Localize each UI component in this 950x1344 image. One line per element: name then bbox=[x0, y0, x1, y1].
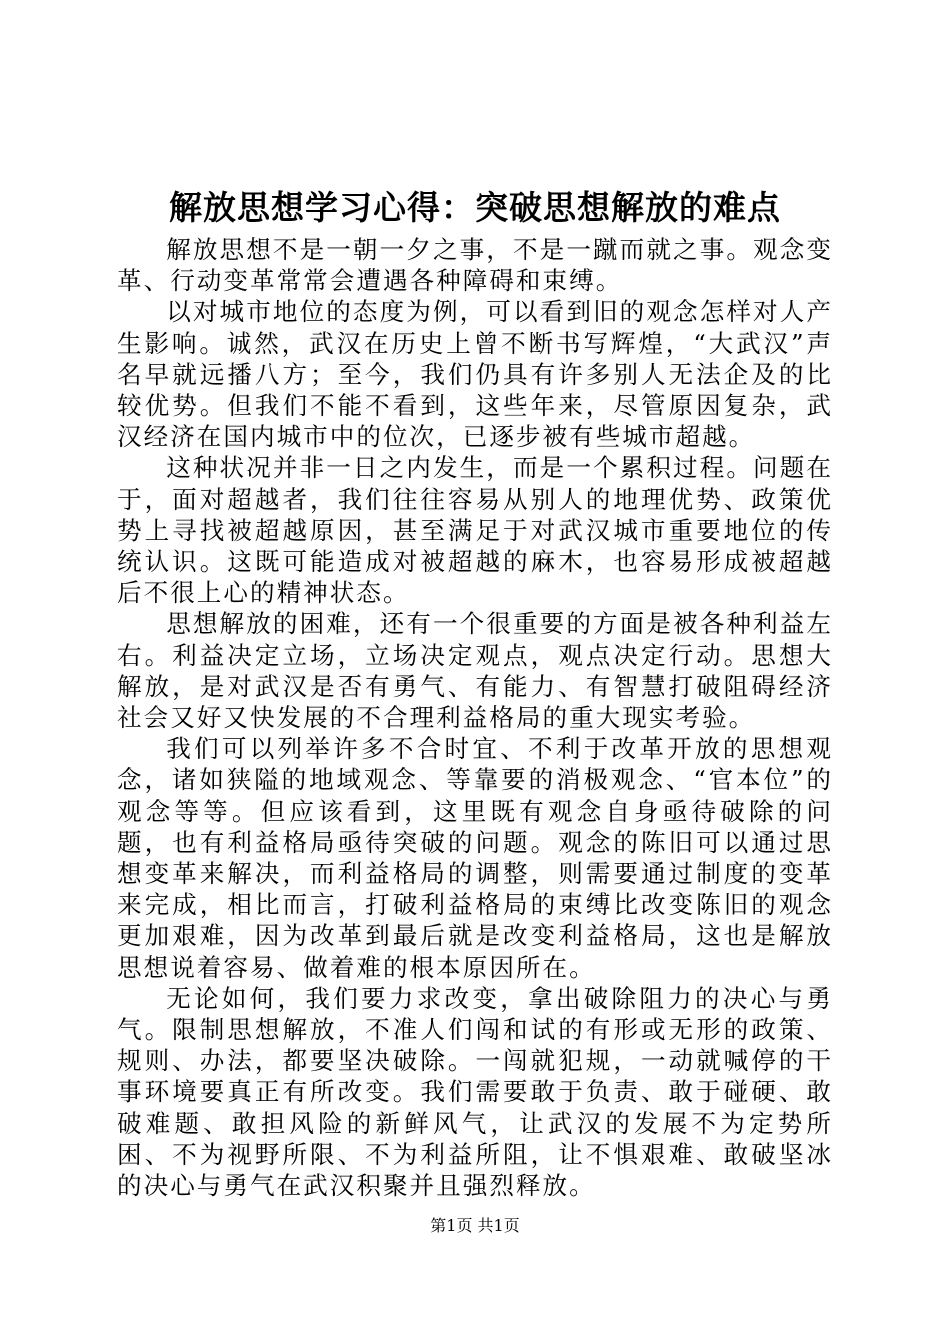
paragraph-6: 无论如何，我们要力求改变，拿出破除阻力的决心与勇气。限制思想解放，不准人们闯和试的有形或无形的政策、规则、办法，都要坚决破除。一闯就犯规，一动就喊停的干事环境要真正有所改变。我们需要敢于负责、敢于碰硬、敢破难题、敢担风险的新鲜风气，让武汉的发展不为定势所困、不为视野所限、不为利益所阻，让不惧艰难、敢破坚冰的决心与勇气在武汉积聚并且强烈释放。 bbox=[117, 983, 833, 1201]
document-title: 解放思想学习心得：突破思想解放的难点 bbox=[169, 188, 781, 227]
paragraph-2: 以对城市地位的态度为例，可以看到旧的观念怎样对人产生影响。诚然，武汉在历史上曾不断书写辉煌，“大武汉”声名早就远播八方；至今，我们仍具有许多别人无法企及的比较优势。但我们不能不看到，这些年来，尽管原因复杂，武汉经济在国内城市中的位次，已逐步被有些城市超越。 bbox=[117, 297, 833, 452]
paragraph-1: 解放思想不是一朝一夕之事，不是一蹴而就之事。观念变革、行动变革常常会遭遇各种障碍和束缚。 bbox=[117, 235, 833, 296]
paragraph-5: 我们可以列举许多不合时宜、不利于改革开放的思想观念，诸如狭隘的地域观念、等靠要的消极观念、“官本位”的观念等等。但应该看到，这里既有观念自身亟待破除的问题，也有利益格局亟待突破的问题。观念的陈旧可以通过思想变革来解决，而利益格局的调整，则需要通过制度的变革来完成，相比而言，打破利益格局的束缚比改变陈旧的观念更加艰难，因为改革到最后就是改变利益格局，这也是解放思想说着容易、做着难的根本原因所在。 bbox=[117, 734, 833, 982]
document-body bbox=[117, 234, 833, 1201]
page-footer: 第1页 共1页 bbox=[430, 1216, 520, 1235]
paragraph-4: 思想解放的困难，还有一个很重要的方面是被各种利益左右。利益决定立场，立场决定观点，观点决定行动。思想大解放，是对武汉是否有勇气、有能力、有智慧打破阻碍经济社会又好又快发展的不合理利益格局的重大现实考验。 bbox=[117, 609, 833, 733]
paragraph-3: 这种状况并非一日之内发生，而是一个累积过程。问题在于，面对超越者，我们往往容易从别人的地理优势、政策优势上寻找被超越原因，甚至满足于对武汉城市重要地位的传统认识。这既可能造成对被超越的麻木，也容易形成被超越后不很上心的精神状态。 bbox=[117, 453, 833, 608]
